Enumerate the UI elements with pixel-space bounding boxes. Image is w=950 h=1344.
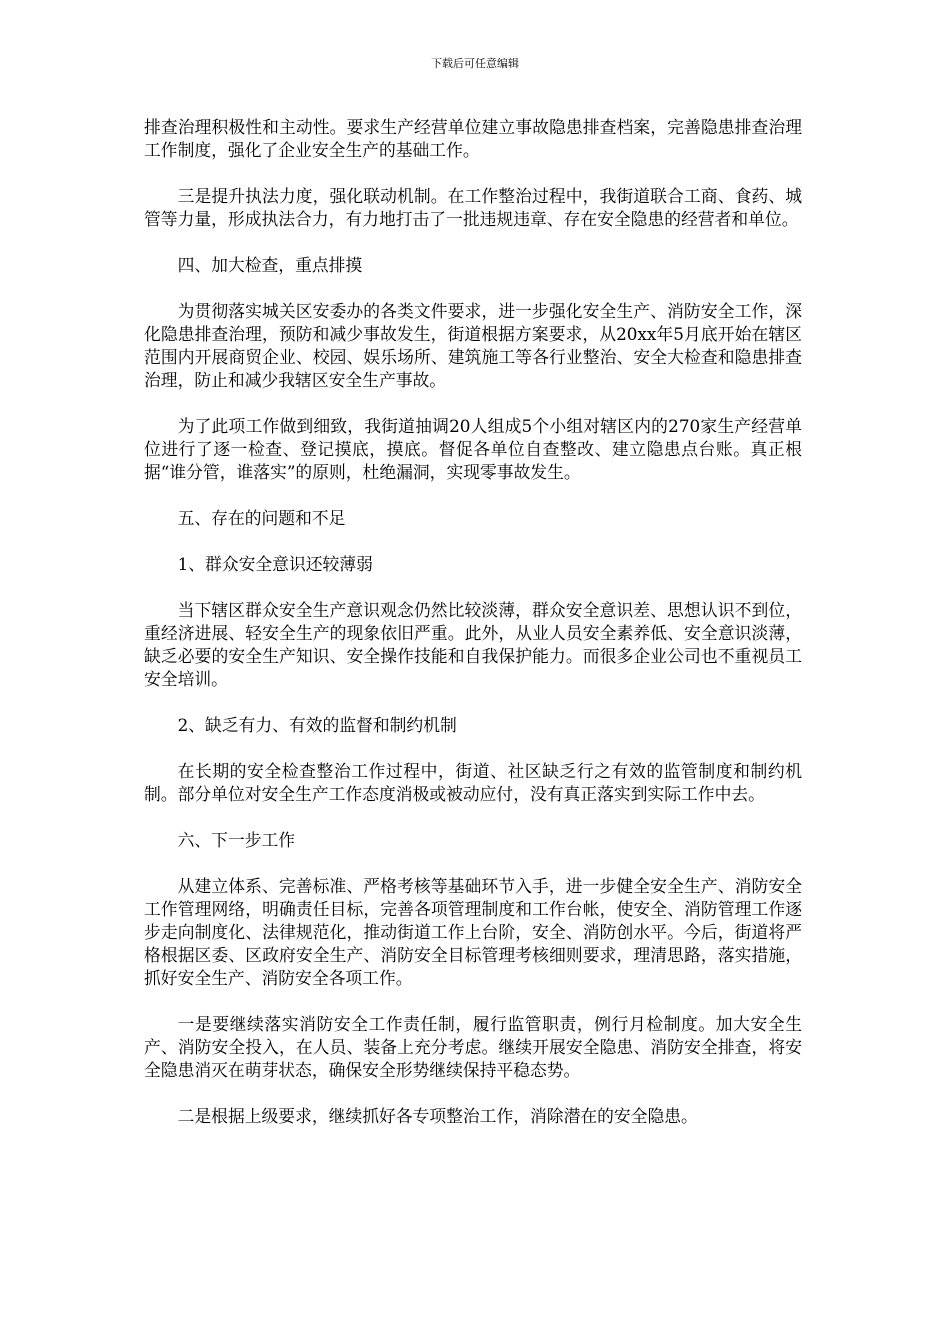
paragraph-law-enforcement: 三是提升执法力度，强化联动机制。在工作整治过程中，我街道联合工商、食药、城管等力量，形成执法合力，有力地打击了一批违规违章、存在安全隐患的经营者和单位。 [144,186,802,229]
paragraph-supervision: 在长期的安全检查整治工作过程中，街道、社区缺乏行之有效的监管制度和制约机制。部分单位对安全生产工作态度消极或被动应付，没有真正落实到实际工作中去。 [144,761,802,804]
paragraph-awareness: 当下辖区群众安全生产意识观念仍然比较淡薄，群众安全意识差、思想认识不到位，重经济进展、轻安全生产的现象依旧严重。此外，从业人员安全素养低、安全意识淡薄，缺乏必要的安全生产知识、安全操作技能和自我保护能力。而很多企业公司也不重视员工安全培训。 [144,600,802,689]
section-heading-problems: 五、存在的问题和不足 [177,508,346,528]
paragraph-inspection-detail: 为了此项工作做到细致，我街道抽调20人组成5个小组对辖区内的270家生产经营单位进行了逐一检查、登记摸底，摸底。督促各单位自查整改、建立隐患点台账。真正根据“谁分管，谁落实”的原则，杜绝漏洞，实现零事故发生。 [144,416,802,482]
subheading-supervision: 2、缺乏有力、有效的监督和制约机制 [177,715,457,735]
paragraph-next-steps: 从建立体系、完善标准、严格考核等基础环节入手，进一步健全安全生产、消防安全工作管理网络，明确责任目标，完善各项管理制度和工作台帐，使安全、消防管理工作逐步走向制度化、法律规范化，推动街道工作上台阶，安全、消防创水平。今后，街道将严格根据区委、区政府安全生产、消防安全目标管理考核细则要求，理清思路，落实措施，抓好安全生产、消防安全各项工作。 [144,876,802,988]
paragraph-second-task: 二是根据上级要求，继续抓好各专项整治工作，消除潜在的安全隐患。 [177,1106,698,1126]
section-heading-inspection: 四、加大检查，重点排摸 [177,255,363,275]
paragraph-first-task: 一是要继续落实消防安全工作责任制，履行监管职责，例行月检制度。加大安全生产、消防安全投入，在人员、装备上充分考虑。继续开展安全隐患、消防安全排查，将安全隐患消灭在萌芽状态，确保安全形势继续保持平稳态势。 [144,1014,802,1080]
section-heading-next-steps: 六、下一步工作 [177,830,296,850]
document-body [144,116,802,1151]
paragraph-inspection-plan: 为贯彻落实城关区安委办的各类文件要求，进一步强化安全生产、消防安全工作，深化隐患排查治理，预防和减少事故发生，街道根据方案要求，从20xx年5月底开始在辖区范围内开展商贸企业、校园、娱乐场所、建筑施工等各行业整治、安全大检查和隐患排查治理，防止和减少我辖区安全生产事故。 [144,301,802,390]
paragraph-continuation: 排查治理积极性和主动性。要求生产经营单位建立事故隐患排查档案，完善隐患排查治理工作制度，强化了企业安全生产的基础工作。 [144,117,802,160]
subheading-awareness: 1、群众安全意识还较薄弱 [177,554,373,574]
page-header: 下载后可任意编辑 [431,57,519,70]
